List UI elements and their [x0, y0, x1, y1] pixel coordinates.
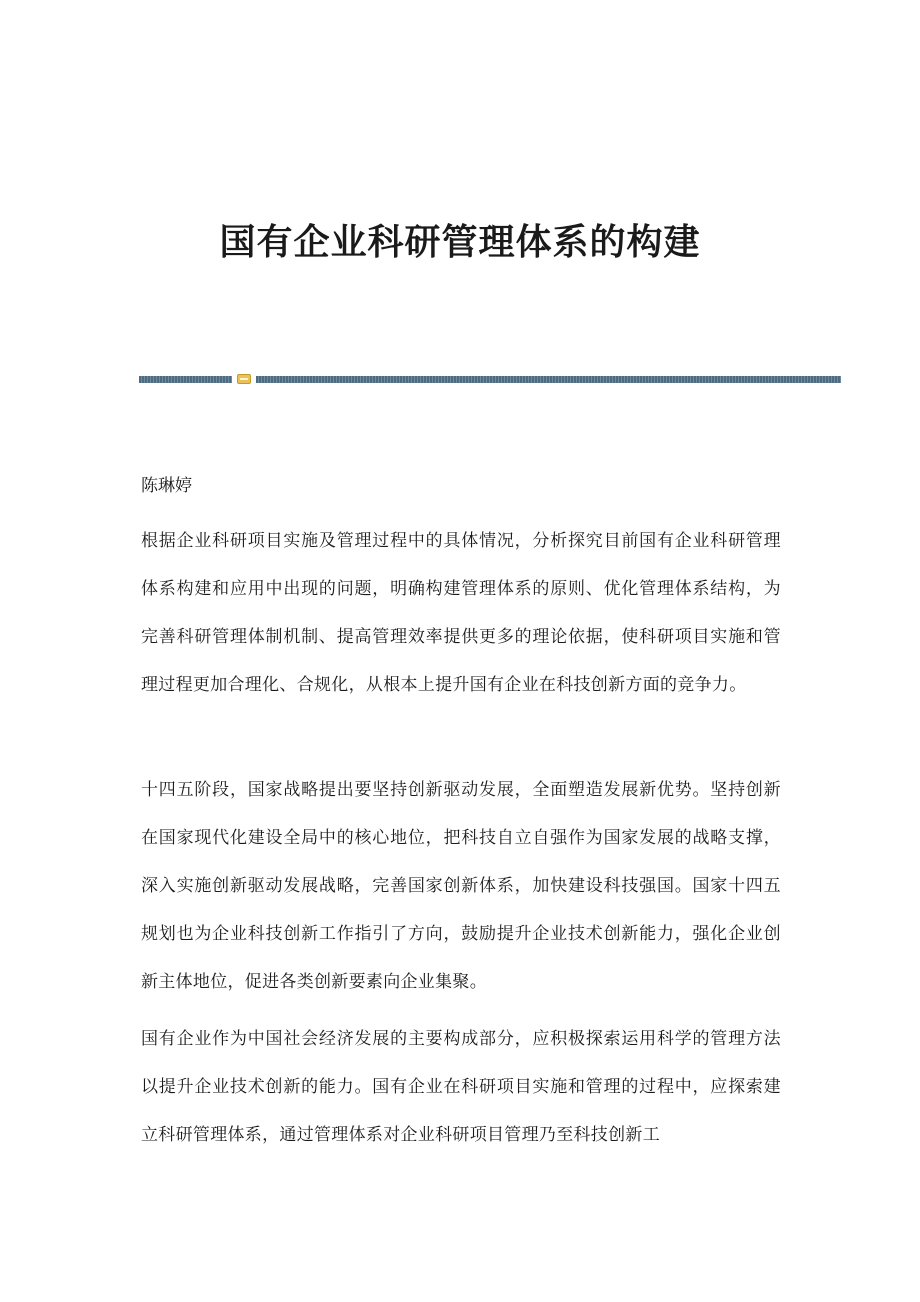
divider-bar-right: [256, 376, 841, 383]
divider-emblem-icon: [237, 374, 251, 384]
author-name: 陈琳婷: [141, 476, 192, 496]
body-paragraph-2: 国有企业作为中国社会经济发展的主要构成部分，应积极探索运用科学的管理方法以提升企业技术创新的能力。国有企业在科研项目实施和管理的过程中，应探索建立科研管理体系，通过管理体系对企业科研项目管理乃至科技创新工: [141, 1029, 781, 1145]
body-paragraph-1: 十四五阶段，国家战略提出要坚持创新驱动发展，全面塑造发展新优势。坚持创新在国家现代化建设全局中的核心地位，把科技自立自强作为国家发展的战略支撑，深入实施创新驱动发展战略，完善国家创新体系，加快建设科技强国。国家十四五规划也为企业科技创新工作指引了方向，鼓励提升企业技术创新能力，强化企业创新主体地位，促进各类创新要素向企业集聚。: [141, 780, 781, 992]
abstract-paragraph: 根据企业科研项目实施及管理过程中的具体情况，分析探究目前国有企业科研管理体系构建和应用中出现的问题，明确构建管理体系的原则、优化管理体系结构，为完善科研管理体制机制、提高管理效率提供更多的理论依据，使科研项目实施和管理过程更加合理化、合规化，从根本上提升国有企业在科技创新方面的竞争力。: [141, 531, 781, 695]
divider-bar-left: [139, 376, 232, 383]
title-divider: [139, 374, 841, 384]
document-title: 国有企业科研管理体系的构建: [219, 221, 701, 263]
